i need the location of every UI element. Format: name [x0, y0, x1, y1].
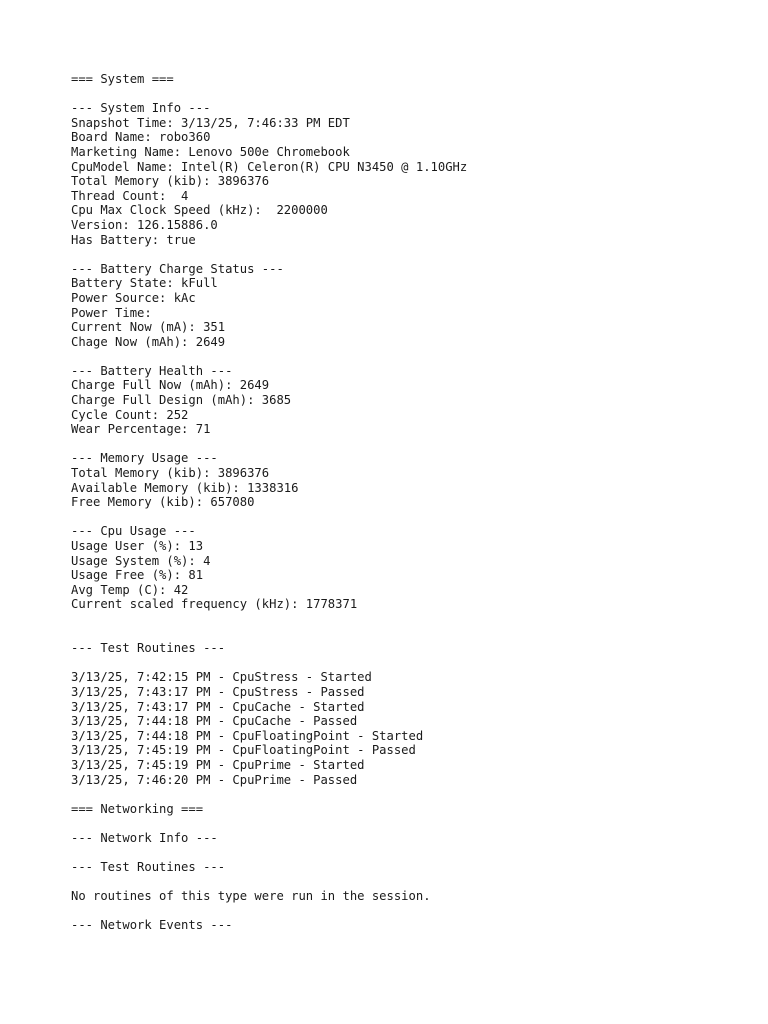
log-line: Usage User (%): 13: [71, 539, 204, 553]
diagnostics-log: [71, 72, 751, 933]
blank-line: [71, 349, 751, 364]
blank-line: [71, 87, 751, 102]
blank-line: [71, 247, 751, 262]
log-line: 3/13/25, 7:42:15 PM - CpuStress - Started: [71, 670, 372, 685]
log-line: Charge Full Now (mAh): 2649: [71, 378, 270, 393]
blank-line: [71, 612, 751, 627]
log-line: Free Memory (kib): 657080: [71, 495, 255, 510]
subsection-heading: --- Cpu Usage ---: [71, 524, 196, 539]
log-line: Version: 126.15886.0: [71, 217, 218, 232]
subsection-heading: --- Network Info ---: [71, 830, 218, 845]
log-line: Wear Percentage: 71: [71, 422, 211, 437]
log-line: Has Battery: true: [71, 232, 196, 247]
log-line: 3/13/25, 7:44:18 PM - CpuFloatingPoint - Started: [71, 728, 424, 743]
blank-line: [71, 656, 751, 671]
blank-line: [71, 627, 751, 642]
log-line: Current scaled frequency (kHz): 1778371: [71, 597, 358, 612]
log-line: Cpu Max Clock Speed (kHz): 2200000: [71, 203, 328, 218]
log-line: Total Memory (kib): 3896376: [71, 466, 270, 481]
log-line: 3/13/25, 7:43:17 PM - CpuStress - Passed: [71, 684, 365, 699]
subsection-heading: --- Test Routines ---: [71, 860, 226, 875]
blank-line: [71, 816, 751, 831]
log-line: Total Memory (kib): 3896376: [71, 174, 270, 189]
log-line: 3/13/25, 7:45:19 PM - CpuFloatingPoint - Passed: [71, 743, 416, 758]
log-line: 3/13/25, 7:44:18 PM - CpuCache - Passed: [71, 714, 358, 729]
log-line: Current Now (mA): 351: [71, 320, 226, 335]
log-line: Cycle Count: 252: [71, 407, 189, 422]
subsection-heading: --- Network Events ---: [71, 918, 233, 933]
log-line: Usage Free (%): 81: [71, 568, 204, 583]
log-line: Power Time:: [71, 305, 152, 320]
log-line: Snapshot Time: 3/13/25, 7:46:33 PM EDT: [71, 115, 350, 130]
blank-line: [71, 787, 751, 802]
log-line: 3/13/25, 7:45:19 PM - CpuPrime - Started: [71, 757, 365, 772]
section-heading: === Networking ===: [71, 801, 204, 816]
log-line: Thread Count: 4: [71, 188, 189, 203]
subsection-heading: --- Battery Health ---: [71, 363, 233, 378]
log-line: Available Memory (kib): 1338316: [71, 480, 299, 495]
log-line: Usage System (%): 4: [71, 553, 211, 568]
log-line: No routines of this type were run in the session.: [71, 889, 431, 904]
blank-line: [71, 904, 751, 919]
subsection-heading: --- Memory Usage ---: [71, 451, 218, 466]
section-heading: === System ===: [71, 72, 174, 86]
log-line: 3/13/25, 7:43:17 PM - CpuCache - Started: [71, 699, 365, 714]
log-line: 3/13/25, 7:46:20 PM - CpuPrime - Passed: [71, 772, 358, 787]
blank-line: [71, 845, 751, 860]
log-line: Avg Temp (C): 42: [71, 582, 189, 597]
blank-line: [71, 437, 751, 452]
log-line: CpuModel Name: Intel(R) Celeron(R) CPU N3450 @ 1.10GHz: [71, 159, 468, 174]
log-line: Board Name: robo360: [71, 130, 211, 145]
log-line: Charge Full Design (mAh): 3685: [71, 393, 292, 408]
subsection-heading: --- Battery Charge Status ---: [71, 261, 284, 276]
subsection-heading: --- Test Routines ---: [71, 641, 226, 656]
log-line: Chage Now (mAh): 2649: [71, 334, 226, 349]
log-line: Power Source: kAc: [71, 290, 196, 305]
blank-line: [71, 510, 751, 525]
log-line: Battery State: kFull: [71, 276, 218, 291]
log-line: Marketing Name: Lenovo 500e Chromebook: [71, 144, 350, 159]
blank-line: [71, 875, 751, 890]
subsection-heading: --- System Info ---: [71, 101, 211, 116]
